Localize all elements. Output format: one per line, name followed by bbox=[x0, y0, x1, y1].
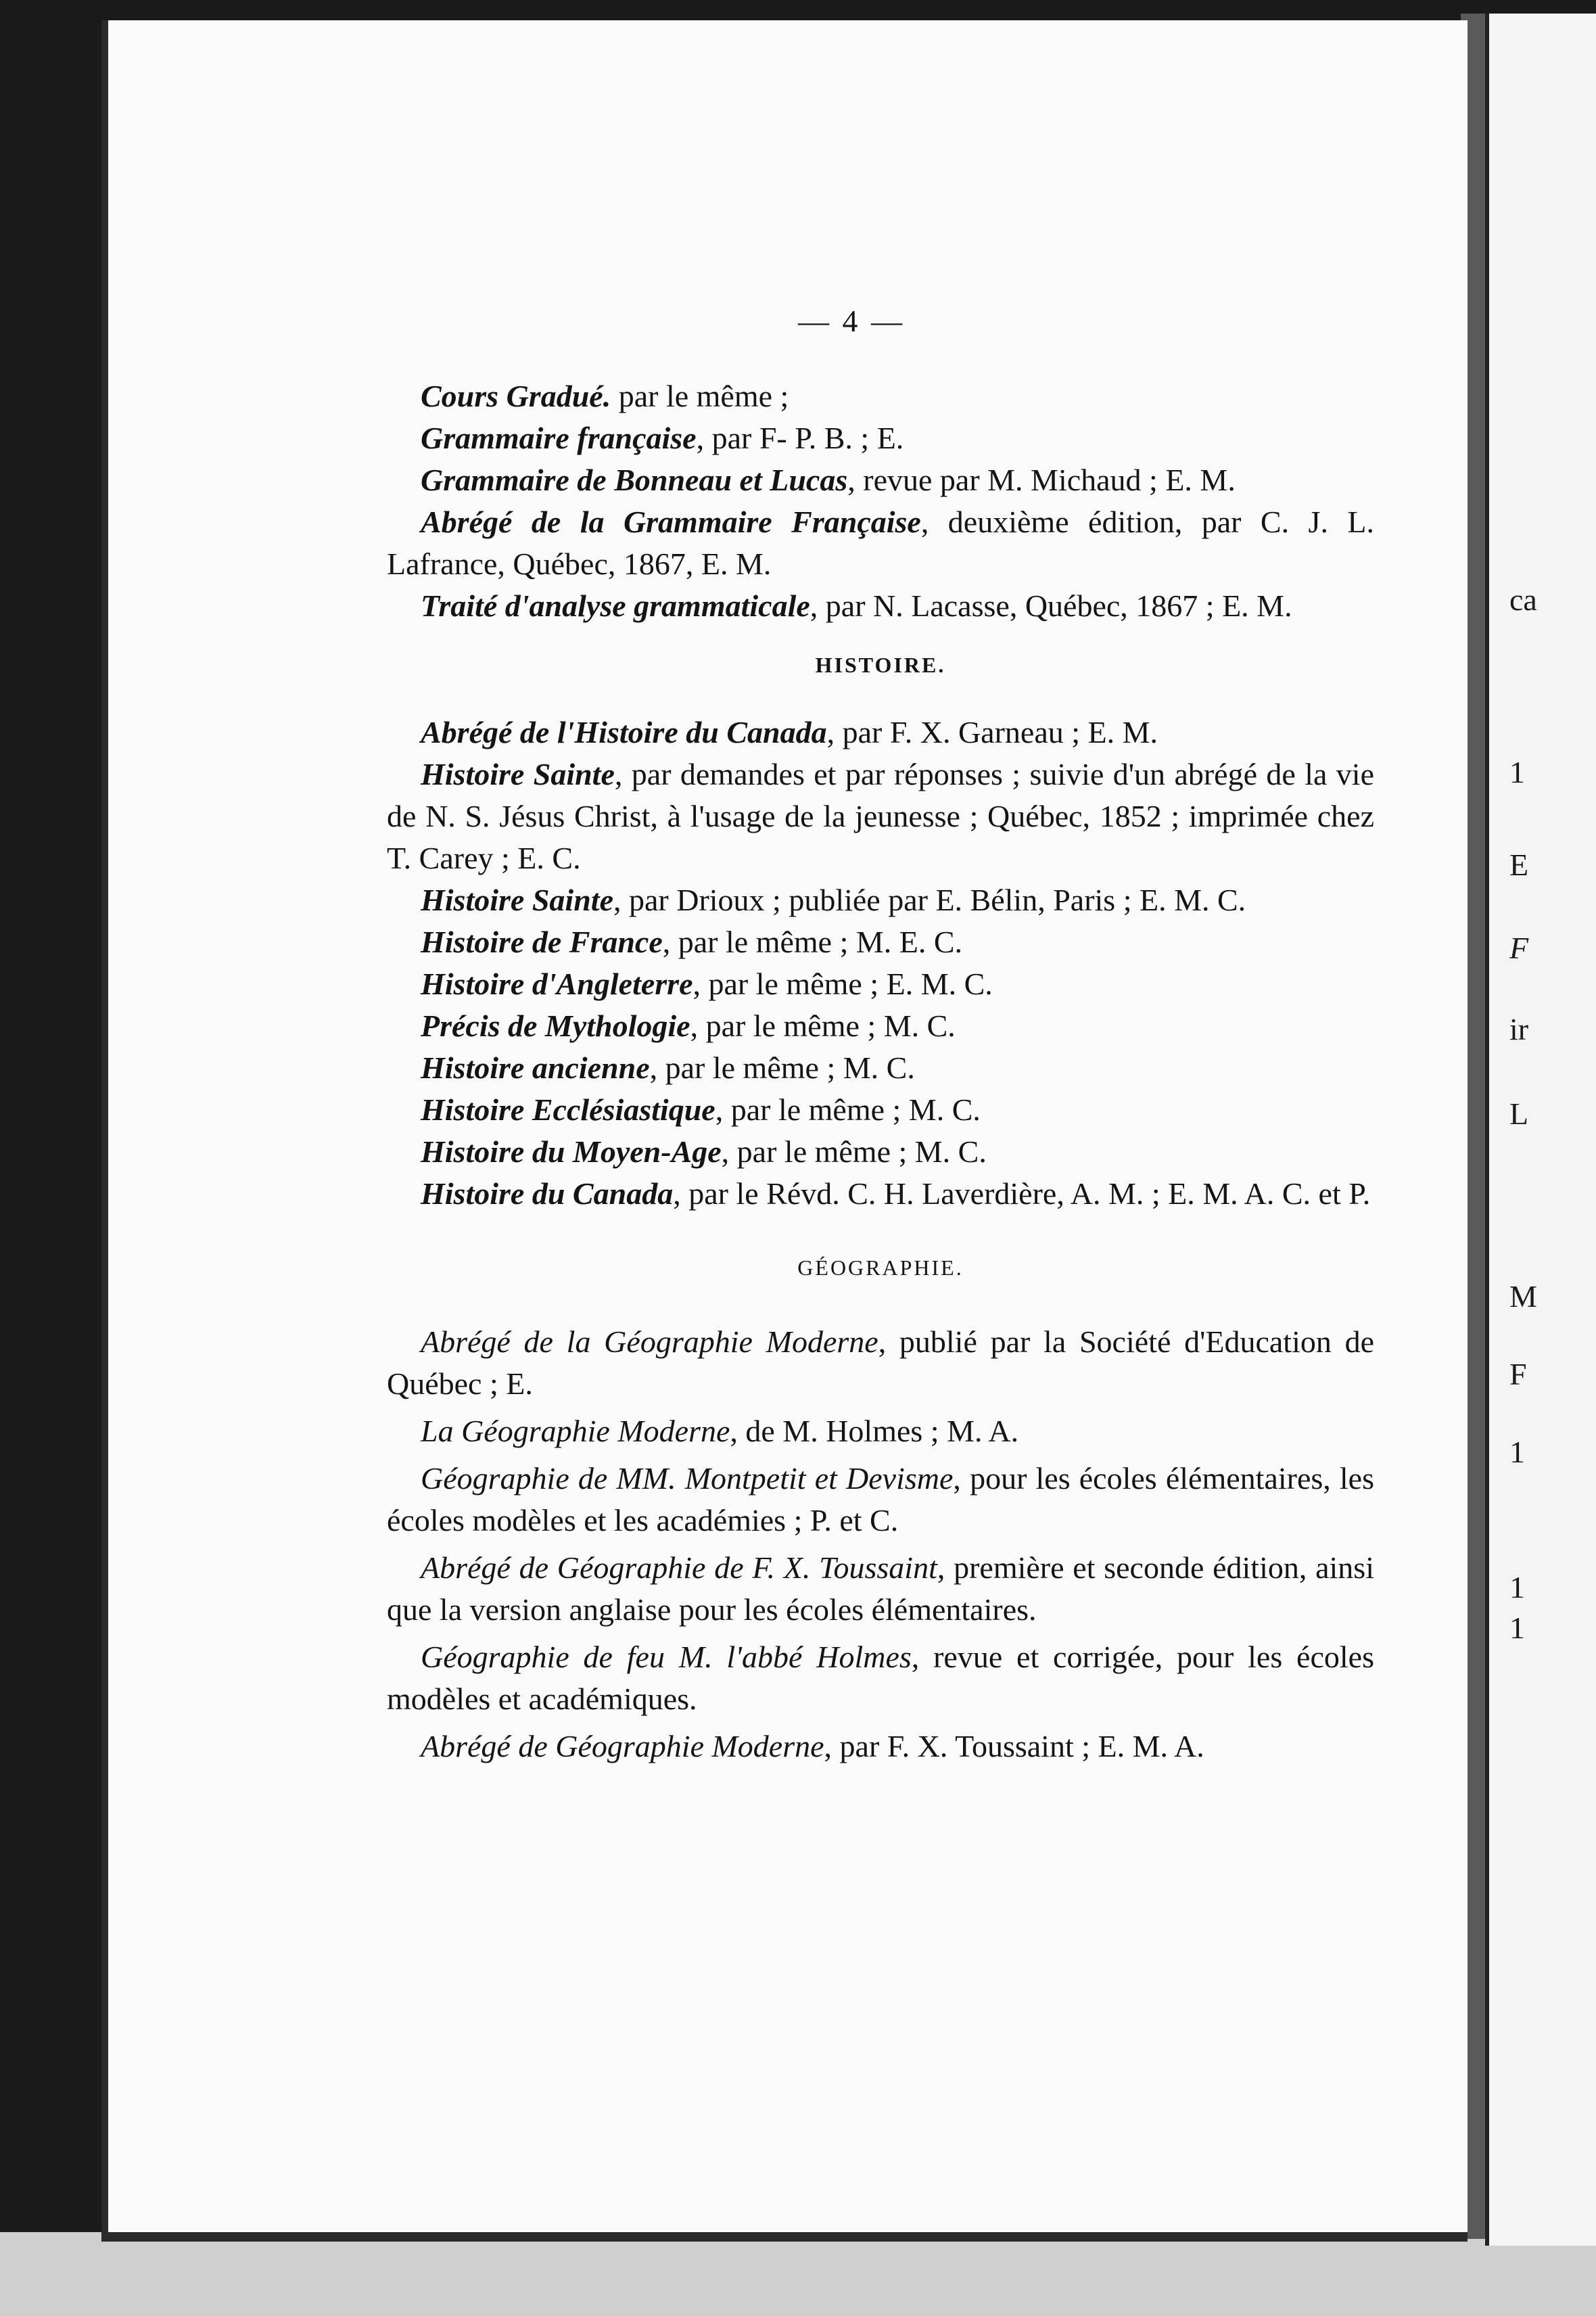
facing-page-fragment: 1 bbox=[1509, 755, 1525, 789]
book-title: Précis de Mythologie bbox=[421, 1009, 690, 1043]
facing-page-fragment: M bbox=[1509, 1279, 1537, 1314]
book-details: , publié par la Société d'Education de Québec ; E. bbox=[387, 1324, 1374, 1401]
book-title: Histoire ancienne bbox=[421, 1050, 650, 1085]
facing-page-fragment: 1 bbox=[1509, 1435, 1525, 1469]
book-title: Histoire Ecclésiastique bbox=[421, 1092, 715, 1127]
book-details: , par le Révd. C. H. Laverdière, A. M. ; E. M. A. C. et P. bbox=[673, 1176, 1371, 1211]
book-details: , par le même ; M. C. bbox=[721, 1134, 987, 1169]
book-details: , par F. X. Garneau ; E. M. bbox=[826, 715, 1158, 749]
book-title: Abrégé de Géographie de F. X. Toussaint bbox=[421, 1550, 937, 1585]
list-item bbox=[387, 585, 1374, 627]
facing-page-fragment: 1 bbox=[1509, 1611, 1525, 1645]
list-item bbox=[387, 1636, 1374, 1720]
histoire-list bbox=[387, 712, 1374, 1215]
facing-page-fragment: 1 bbox=[1509, 1570, 1525, 1604]
geographie-list bbox=[387, 1321, 1374, 1767]
list-item bbox=[387, 1173, 1374, 1215]
book-details: , revue par M. Michaud ; E. M. bbox=[847, 463, 1236, 497]
list-item bbox=[387, 921, 1374, 963]
book-details: , par Drioux ; publiée par E. Bélin, Paris ; E. M. C. bbox=[613, 883, 1246, 917]
book-details: , revue et corrigée, pour les écoles modèles et académiques. bbox=[387, 1640, 1374, 1716]
book-details: , deuxième édition, par C. J. L. Lafrance, Québec, 1867, E. M. bbox=[387, 505, 1374, 581]
book-title: Grammaire de Bonneau et Lucas bbox=[421, 463, 848, 497]
book-title: Abrégé de l'Histoire du Canada bbox=[421, 715, 827, 749]
book-details: , par N. Lacasse, Québec, 1867 ; E. M. bbox=[809, 588, 1292, 623]
facing-page-edge bbox=[1485, 14, 1596, 2246]
book-title: Abrégé de la Géographie Moderne bbox=[421, 1324, 878, 1359]
book-title: Histoire Sainte bbox=[421, 757, 615, 791]
book-title: Histoire Sainte bbox=[421, 883, 613, 917]
list-item bbox=[387, 1131, 1374, 1173]
book-title: Cours Gradué. bbox=[421, 379, 611, 413]
facing-page-fragment: L bbox=[1509, 1096, 1529, 1131]
book-details: par le même ; bbox=[611, 379, 789, 413]
book-details: , par F- P. B. ; E. bbox=[696, 421, 904, 455]
book-title: Traité d'analyse grammaticale bbox=[421, 588, 810, 623]
book-details: , par le même ; E. M. C. bbox=[693, 967, 993, 1001]
list-item bbox=[387, 879, 1374, 921]
list-item bbox=[387, 754, 1374, 879]
book-details: , par le même ; M. C. bbox=[649, 1050, 915, 1085]
facing-page-fragment: F bbox=[1509, 1357, 1527, 1391]
book-title: Abrégé de Géographie Moderne bbox=[421, 1729, 824, 1763]
book-details: , par le même ; M. C. bbox=[690, 1009, 956, 1043]
list-item bbox=[387, 1726, 1374, 1767]
section-heading-histoire: HISTOIRE. bbox=[815, 653, 946, 677]
book-title: La Géographie Moderne bbox=[421, 1414, 730, 1448]
list-item bbox=[387, 1321, 1374, 1405]
list-item bbox=[387, 1410, 1374, 1452]
facing-page-fragment: F bbox=[1509, 931, 1529, 965]
facing-page-fragment: E bbox=[1509, 848, 1529, 882]
list-item bbox=[387, 712, 1374, 754]
list-item bbox=[387, 501, 1374, 585]
list-item bbox=[387, 1547, 1374, 1631]
list-item bbox=[387, 375, 1374, 417]
book-details: , par le même ; M. E. C. bbox=[662, 925, 963, 959]
book-title: Histoire du Moyen-Age bbox=[421, 1134, 722, 1169]
section-heading-geographie: GÉOGRAPHIE. bbox=[797, 1255, 964, 1280]
book-title: Abrégé de la Grammaire Française bbox=[421, 505, 921, 539]
page-body bbox=[387, 375, 1374, 1767]
list-item bbox=[387, 459, 1374, 501]
list-item bbox=[387, 963, 1374, 1005]
list-item bbox=[387, 1089, 1374, 1131]
facing-page-fragment: ca bbox=[1509, 582, 1537, 617]
list-item bbox=[387, 1005, 1374, 1047]
book-title: Géographie de feu M. l'abbé Holmes bbox=[421, 1640, 912, 1674]
book-title: Histoire du Canada bbox=[421, 1176, 674, 1211]
book-title: Histoire d'Angleterre bbox=[421, 967, 693, 1001]
book-details: , par F. X. Toussaint ; E. M. A. bbox=[824, 1729, 1204, 1763]
page-number: — 4 — bbox=[798, 304, 905, 338]
list-item bbox=[387, 417, 1374, 459]
book-details: , par le même ; M. C. bbox=[715, 1092, 981, 1127]
book-details: , première et seconde édition, ainsi que la version anglaise pour les écoles élémentaires. bbox=[387, 1550, 1374, 1627]
facing-page-fragment: ir bbox=[1509, 1012, 1529, 1046]
list-item bbox=[387, 1047, 1374, 1089]
book-title: Histoire de France bbox=[421, 925, 663, 959]
book-details: , par demandes et par réponses ; suivie d'un abrégé de la vie de N. S. Jésus Christ, à l'usage de la jeunesse ; Québec, 1852 ; imprimée chez T. Carey ; E. C. bbox=[387, 757, 1375, 875]
book-title: Géographie de MM. Montpetit et Devisme bbox=[421, 1461, 954, 1496]
grammar-list bbox=[387, 375, 1374, 627]
scan-bottom-strip bbox=[0, 2232, 1596, 2316]
book-title: Grammaire française bbox=[421, 421, 697, 455]
book-details: , pour les écoles élémentaires, les écoles modèles et les académies ; P. et C. bbox=[387, 1461, 1374, 1537]
book-details: , de M. Holmes ; M. A. bbox=[730, 1414, 1019, 1448]
list-item bbox=[387, 1458, 1374, 1542]
